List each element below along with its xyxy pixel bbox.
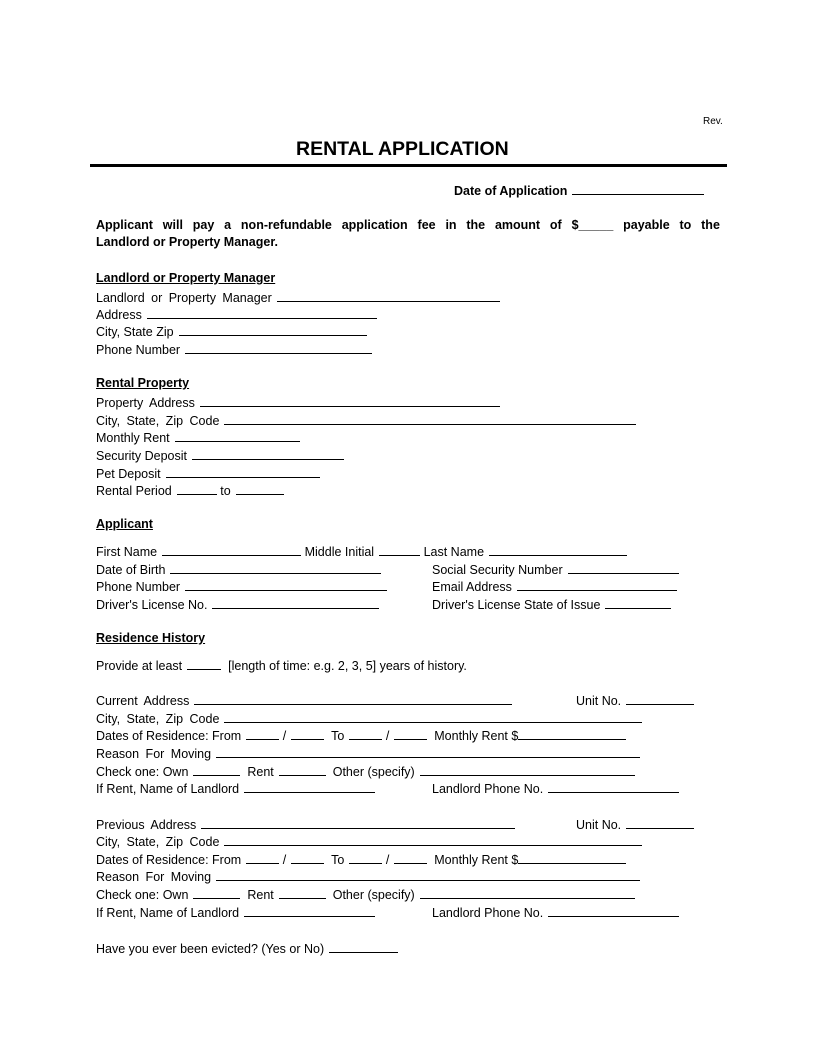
landlord-name-field[interactable] [277,289,500,302]
security-deposit-row [96,447,344,463]
previous-reason-row [96,868,640,884]
current-rent-option-field[interactable] [279,763,326,776]
security-deposit-field[interactable] [192,447,344,460]
previous-landlord-phone-row [432,904,679,920]
rental-period-start-field[interactable] [177,482,217,495]
previous-from-label: Dates of Residence: From [96,853,242,867]
current-to-slash: / [385,729,390,743]
current-city-field[interactable] [224,710,642,723]
property-address-field[interactable] [200,394,500,407]
landlord-city-field[interactable] [179,323,367,336]
date-of-application-label: Date of Application [454,184,568,198]
previous-city-row [96,833,642,849]
monthly-rent-row [96,429,300,445]
applicant-phone-field[interactable] [185,578,387,591]
applicant-phone-row [96,578,387,594]
previous-address-label: Previous Address [96,818,197,832]
previous-own-label: Check one: Own [96,888,189,902]
previous-own-field[interactable] [193,886,240,899]
last-name-field[interactable] [489,543,627,556]
fee-notice-word: a [224,218,232,232]
previous-check-row [96,886,635,902]
applicant-name-row [96,543,627,559]
previous-reason-label: Reason For Moving [96,870,212,884]
fee-notice-word: to [679,218,692,232]
license-state-row [432,596,671,612]
current-other-field[interactable] [420,763,635,776]
revision-label: Rev. [703,116,723,127]
license-field[interactable] [212,596,379,609]
security-deposit-label: Security Deposit [96,449,188,463]
previous-to-label: To [331,853,345,867]
provide-history-row [96,657,467,673]
previous-landlord-phone-field[interactable] [548,904,679,917]
rental-period-end-field[interactable] [236,482,284,495]
first-name-field[interactable] [162,543,301,556]
provide-label: Provide at least [96,659,183,673]
evicted-row [96,940,398,956]
current-from-year-field[interactable] [291,727,324,740]
current-city-label: City, State, Zip Code [96,712,220,726]
current-unit-label: Unit No. [576,694,622,708]
previous-to-month-field[interactable] [349,851,382,864]
landlord-heading: Landlord or Property Manager [96,271,276,285]
previous-to-slash: / [385,853,390,867]
fee-notice-word: the [466,218,486,232]
current-landlord-label: If Rent, Name of Landlord [96,782,240,796]
license-row [96,596,379,612]
previous-city-label: City, State, Zip Code [96,835,220,849]
fee-notice-word: fee [417,218,436,232]
rental-period-row [96,482,284,498]
monthly-rent-field[interactable] [175,429,300,442]
previous-unit-field[interactable] [626,816,694,829]
evicted-label: Have you ever been evicted? (Yes or No) [96,942,325,956]
residence-heading: Residence History [96,631,206,645]
license-state-field[interactable] [605,596,671,609]
current-landlord-field[interactable] [244,780,375,793]
landlord-name-label: Landlord or Property Manager [96,291,272,305]
previous-address-field[interactable] [201,816,515,829]
fee-notice-word: payable [623,218,670,232]
previous-landlord-row [96,904,375,920]
monthly-rent-label: Monthly Rent [96,431,170,445]
last-name-label: Last Name [423,545,485,559]
email-label: Email Address [432,580,512,594]
current-address-field[interactable] [194,692,512,705]
previous-unit-label: Unit No. [576,818,622,832]
previous-rent-option-label: Rent [247,888,274,902]
current-city-row [96,710,642,726]
page-title: RENTAL APPLICATION [296,138,509,160]
current-to-year-field[interactable] [394,727,427,740]
property-address-label: Property Address [96,396,195,410]
previous-unit-row [576,816,694,832]
rental-period-to-label: to [220,484,231,498]
date-of-application-row [454,182,704,198]
date-of-application-field[interactable] [572,182,704,195]
ssn-label: Social Security Number [432,563,563,577]
previous-rent-label: Monthly Rent $ [434,853,519,867]
current-check-row [96,763,635,779]
pet-deposit-row [96,465,320,481]
fee-notice-word: application [341,218,408,232]
current-landlord-phone-field[interactable] [548,780,679,793]
previous-from-slash: / [282,853,287,867]
landlord-phone-label: Phone Number [96,343,181,357]
history-years-field[interactable] [187,657,221,670]
current-from-month-field[interactable] [246,727,279,740]
pet-deposit-label: Pet Deposit [96,467,161,481]
current-own-label: Check one: Own [96,765,189,779]
fee-notice-word: in [445,218,457,232]
fee-notice [96,217,720,251]
property-city-field[interactable] [224,412,636,425]
current-other-label: Other (specify) [332,765,415,779]
email-field[interactable] [517,578,677,591]
current-unit-field[interactable] [626,692,694,705]
landlord-address-field[interactable] [147,306,377,319]
applicant-phone-label: Phone Number [96,580,181,594]
fee-notice-line1 [96,217,720,234]
current-address-label: Current Address [96,694,190,708]
email-row [432,578,677,594]
current-unit-row [576,692,694,708]
ssn-field[interactable] [568,561,679,574]
current-rent-option-label: Rent [247,765,274,779]
fee-notice-word: Applicant [96,218,153,232]
middle-initial-label: Middle Initial [304,545,375,559]
current-rent-label: Monthly Rent $ [434,729,519,743]
current-to-month-field[interactable] [349,727,382,740]
dob-row [96,561,381,577]
previous-city-field[interactable] [224,833,642,846]
fee-notice-word: pay [192,218,215,232]
previous-address-row [96,816,515,832]
current-landlord-row [96,780,375,796]
property-city-label: City, State, Zip Code [96,414,220,428]
dob-label: Date of Birth [96,563,166,577]
landlord-city-label: City, State Zip [96,325,174,339]
previous-other-label: Other (specify) [332,888,415,902]
current-from-label: Dates of Residence: From [96,729,242,743]
previous-to-year-field[interactable] [394,851,427,864]
evicted-field[interactable] [329,940,398,953]
previous-rent-option-field[interactable] [279,886,326,899]
current-address-row [96,692,512,708]
landlord-address-row [96,306,377,322]
landlord-name-row [96,289,500,305]
fee-notice-word: non-refundable [240,218,332,232]
license-label: Driver's License No. [96,598,208,612]
landlord-phone-row [96,341,372,357]
current-dates-row [96,727,626,743]
property-address-row [96,394,500,410]
fee-notice-word: the [701,218,720,232]
current-from-slash: / [282,729,287,743]
landlord-phone-field[interactable] [185,341,372,354]
applicant-heading: Applicant [96,517,153,531]
previous-from-year-field[interactable] [291,851,324,864]
previous-reason-field[interactable] [216,868,640,881]
current-landlord-phone-label: Landlord Phone No. [432,782,544,796]
rental-property-heading: Rental Property [96,376,190,390]
ssn-row [432,561,679,577]
current-landlord-phone-row [432,780,679,796]
previous-from-month-field[interactable] [246,851,279,864]
previous-landlord-phone-label: Landlord Phone No. [432,906,544,920]
pet-deposit-field[interactable] [166,465,320,478]
previous-landlord-label: If Rent, Name of Landlord [96,906,240,920]
landlord-city-row [96,323,367,339]
rental-period-label: Rental Period [96,484,172,498]
current-to-label: To [331,729,345,743]
current-reason-row [96,745,640,761]
landlord-address-label: Address [96,308,142,322]
current-reason-label: Reason For Moving [96,747,212,761]
fee-notice-line2: Landlord or Property Manager. [96,235,278,249]
title-rule [90,164,727,167]
provide-note: [length of time: e.g. 2, 3, 5] years of history. [228,659,467,673]
current-reason-field[interactable] [216,745,640,758]
property-city-row [96,412,636,428]
dob-field[interactable] [170,561,381,574]
fee-notice-word: of [549,218,562,232]
fee-notice-word: will [162,218,183,232]
current-own-field[interactable] [193,763,240,776]
middle-initial-field[interactable] [379,543,420,556]
previous-other-field[interactable] [420,886,635,899]
license-state-label: Driver's License State of Issue [432,598,601,612]
previous-dates-row [96,851,626,867]
previous-landlord-field[interactable] [244,904,375,917]
current-rent-field[interactable] [518,727,626,740]
fee-notice-word: amount [494,218,541,232]
previous-rent-field[interactable] [518,851,626,864]
fee-notice-word: $_____ [571,218,614,232]
first-name-label: First Name [96,545,158,559]
